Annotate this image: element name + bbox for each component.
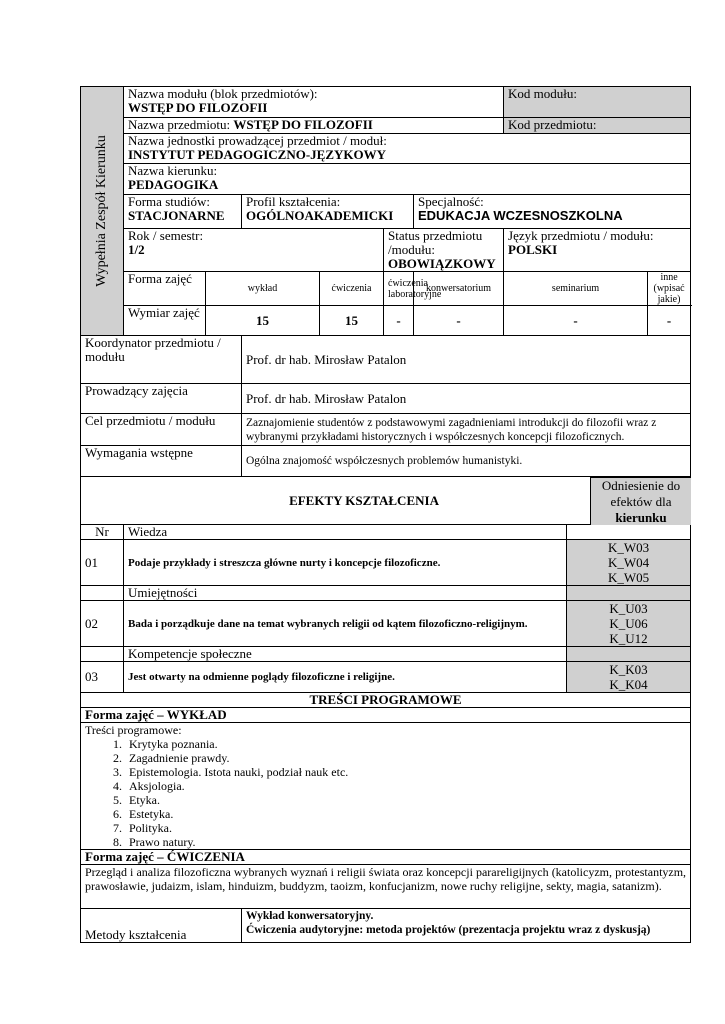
form-col-conversatory: konwersatorium xyxy=(414,272,504,306)
social-header xyxy=(124,647,567,662)
effect-refs-02 xyxy=(567,601,691,647)
list-item: 5. Etyka. xyxy=(125,793,686,807)
list-item: 3. Epistemologia. Istota nauki, podział nauk etc. xyxy=(125,765,686,779)
exercise-title: Forma zajęć – ĆWICZENIA xyxy=(85,849,245,864)
effect-ref: K_U03 xyxy=(609,601,648,616)
status-cell xyxy=(384,229,504,272)
requirements-label-cell xyxy=(81,446,242,477)
class-form-label: Forma zajęć xyxy=(128,271,192,286)
hours-seminar: - xyxy=(504,306,648,336)
module-name-cell xyxy=(124,87,504,118)
specialty-label: Specjalność: xyxy=(418,194,484,209)
effect-text-01: Podaje przykłady i streszcza główne nurty i koncepcje filozoficzne. xyxy=(124,540,567,586)
subject-name-cell xyxy=(124,118,504,134)
form-col-exercises: ćwiczenia xyxy=(320,272,384,306)
form-col-lecture: wykład xyxy=(206,272,320,306)
unit-value: INSTYTUT PEDAGOGICZNO-JĘZYKOWY xyxy=(128,147,386,162)
skills-header xyxy=(124,586,567,601)
lecture-content-cell xyxy=(81,723,691,850)
exercise-text: Przegląd i analiza filozoficzna wybranych wyznań i religii świata oraz koncepcji parareligijnych (katolicyzm, protestantyzm, prawosławie, judaizm, islam, hinduizm, buddyzm, taoizm, konfucjanizm, nowe ruchy religijne, sekty, magia, satanizm). xyxy=(85,865,687,893)
form-col-other: inne (wpisać jakie) xyxy=(648,272,691,306)
subject-code-label: Kod przedmiotu: xyxy=(508,117,597,132)
class-form-label-cell xyxy=(124,272,206,306)
effect-text-02: Bada i porządkuje dane na temat wybranych religii od kątem filozoficzno-religijnym. xyxy=(124,601,567,647)
hours-label: Wymiar zajęć xyxy=(128,305,200,320)
lecturer-value: Prof. dr hab. Mirosław Patalon xyxy=(246,390,407,406)
profile-value: OGÓLNOAKADEMICKI xyxy=(246,208,394,223)
nr-header xyxy=(81,525,124,540)
lecture-title-cell xyxy=(81,708,691,723)
profile-label: Profil kształcenia: xyxy=(246,194,341,209)
specialty-value: EDUKACJA WCZESNOSZKOLNA xyxy=(418,208,623,223)
methods-label-cell xyxy=(81,909,242,943)
hours-other: - xyxy=(648,306,691,336)
module-code-label: Kod modułu: xyxy=(508,86,578,101)
social-label: Kompetencje społeczne xyxy=(128,646,252,661)
module-name-label: Nazwa modułu (blok przedmiotów): xyxy=(128,86,318,101)
knowledge-label: Wiedza xyxy=(128,524,168,539)
course-syllabus xyxy=(80,86,690,943)
methods-line-2: Ćwiczenia audytoryjne: metoda projektów (prezentacja projektu wraz z dyskusją) xyxy=(246,924,651,936)
subject-code-cell xyxy=(504,118,691,134)
coordinator-value: Prof. dr hab. Mirosław Patalon xyxy=(246,351,407,367)
side-label-cell xyxy=(81,87,124,336)
requirements-value: Ogólna znajomość współczesnych problemów humanistyki. xyxy=(246,455,523,467)
profile-cell xyxy=(242,195,414,229)
field-label: Nazwa kierunku: xyxy=(128,163,218,178)
year-cell xyxy=(124,229,384,272)
hours-label-cell xyxy=(124,306,206,336)
requirements-label: Wymagania wstępne xyxy=(85,445,193,460)
list-item: 8. Prawo natury. xyxy=(125,835,686,849)
specialty-cell xyxy=(414,195,691,229)
knowledge-header xyxy=(124,525,567,540)
lecturer-value-cell xyxy=(242,384,691,414)
lecture-intro: Treści programowe: xyxy=(85,723,182,737)
program-title: TREŚCI PROGRAMOWE xyxy=(309,692,462,707)
hours-conversatory: - xyxy=(414,306,504,336)
language-label: Język przedmiotu / modułu: xyxy=(508,228,654,243)
effect-refs-01 xyxy=(567,540,691,586)
side-label: Wypełnia Zespół Kierunku xyxy=(94,135,109,287)
methods-value-cell xyxy=(242,909,691,943)
year-value: 1/2 xyxy=(128,242,145,257)
goal-value-cell xyxy=(242,414,691,446)
study-form-label: Forma studiów: xyxy=(128,194,210,209)
effect-text-03: Jest otwarty na odmienne poglądy filozoficzne i religijne. xyxy=(124,662,567,693)
unit-label: Nazwa jednostki prowadzącej przedmiot / moduł: xyxy=(128,133,387,148)
effects-ref-line3: kierunku xyxy=(615,509,667,525)
nr-label: Nr xyxy=(95,524,109,539)
hours-lab: - xyxy=(384,306,414,336)
requirements-value-cell xyxy=(242,446,691,477)
effects-title-cell xyxy=(81,477,648,525)
exercise-content-cell xyxy=(81,865,691,909)
lecture-topic-list xyxy=(85,737,686,849)
exercise-title-cell xyxy=(81,850,691,865)
form-col-seminar: seminarium xyxy=(504,272,648,306)
lecture-title: Forma zajęć – WYKŁAD xyxy=(85,707,227,722)
form-col-lab: ćwiczenia laboratoryjne xyxy=(384,272,414,306)
unit-cell xyxy=(124,134,691,164)
subject-name-label: Nazwa przedmiotu: xyxy=(128,117,231,132)
methods-label: Metody kształcenia xyxy=(85,927,187,942)
hours-exercises: 15 xyxy=(320,306,384,336)
program-title-cell xyxy=(81,693,691,708)
list-item: 1. Krytyka poznania. xyxy=(125,737,686,751)
skills-label: Umiejętności xyxy=(128,585,198,600)
methods-line-1: Wykład konwersatoryjny. xyxy=(246,910,374,922)
goal-label: Cel przedmiotu / modułu xyxy=(85,413,216,428)
goal-label-cell xyxy=(81,414,242,446)
lecturer-label: Prowadzący zajęcia xyxy=(85,383,188,398)
effect-nr-02: 02 xyxy=(81,601,124,647)
status-value: OBOWIĄZKOWY xyxy=(388,256,496,271)
module-code-cell xyxy=(504,87,691,118)
coordinator-value-cell xyxy=(242,336,691,384)
lecturer-label-cell xyxy=(81,384,242,414)
study-form-cell xyxy=(124,195,242,229)
module-name-value: WSTĘP DO FILOZOFII xyxy=(128,100,268,115)
coordinator-label-cell xyxy=(81,336,242,384)
goal-value: Zaznajomienie studentów z podstawowymi zagadnieniami introdukcji do filozofii wraz z wybranymi przykładami historycznych i współczesnych koncepcji filozoficznych. xyxy=(246,416,657,443)
effect-ref: K_K03 xyxy=(609,662,648,677)
effects-ref-header xyxy=(590,477,691,525)
language-cell xyxy=(504,229,691,272)
coordinator-label: Koordynator przedmiotu / modułu xyxy=(85,335,221,364)
effect-nr-01: 01 xyxy=(81,540,124,586)
effect-ref: K_W03 xyxy=(607,540,650,555)
effect-ref: K_W04 xyxy=(607,555,650,570)
subject-name-value: WSTĘP DO FILOZOFII xyxy=(233,117,373,132)
effect-ref: K_W05 xyxy=(607,570,650,585)
list-item: 6. Estetyka. xyxy=(125,807,686,821)
effect-ref: K_K04 xyxy=(609,677,648,692)
effects-title: EFEKTY KSZTAŁCENIA xyxy=(289,492,439,508)
hours-lecture: 15 xyxy=(206,306,320,336)
year-label: Rok / semestr: xyxy=(128,228,204,243)
language-value: POLSKI xyxy=(508,242,558,257)
status-label: Status przedmiotu /modułu: xyxy=(388,228,483,257)
field-cell xyxy=(124,164,691,195)
study-form-value: STACJONARNE xyxy=(128,208,225,223)
list-item: 4. Aksjologia. xyxy=(125,779,686,793)
field-value: PEDAGOGIKA xyxy=(128,177,219,192)
effects-ref-line1: Odniesienie do xyxy=(601,477,681,493)
list-item: 7. Polityka. xyxy=(125,821,686,835)
effects-ref-line2: efektów dla xyxy=(610,493,672,509)
effect-refs-03 xyxy=(567,662,691,693)
effect-ref: K_U12 xyxy=(609,631,648,646)
effect-nr-03: 03 xyxy=(81,662,124,693)
effect-ref: K_U06 xyxy=(609,616,648,631)
list-item: 2. Zagadnienie prawdy. xyxy=(125,751,686,765)
